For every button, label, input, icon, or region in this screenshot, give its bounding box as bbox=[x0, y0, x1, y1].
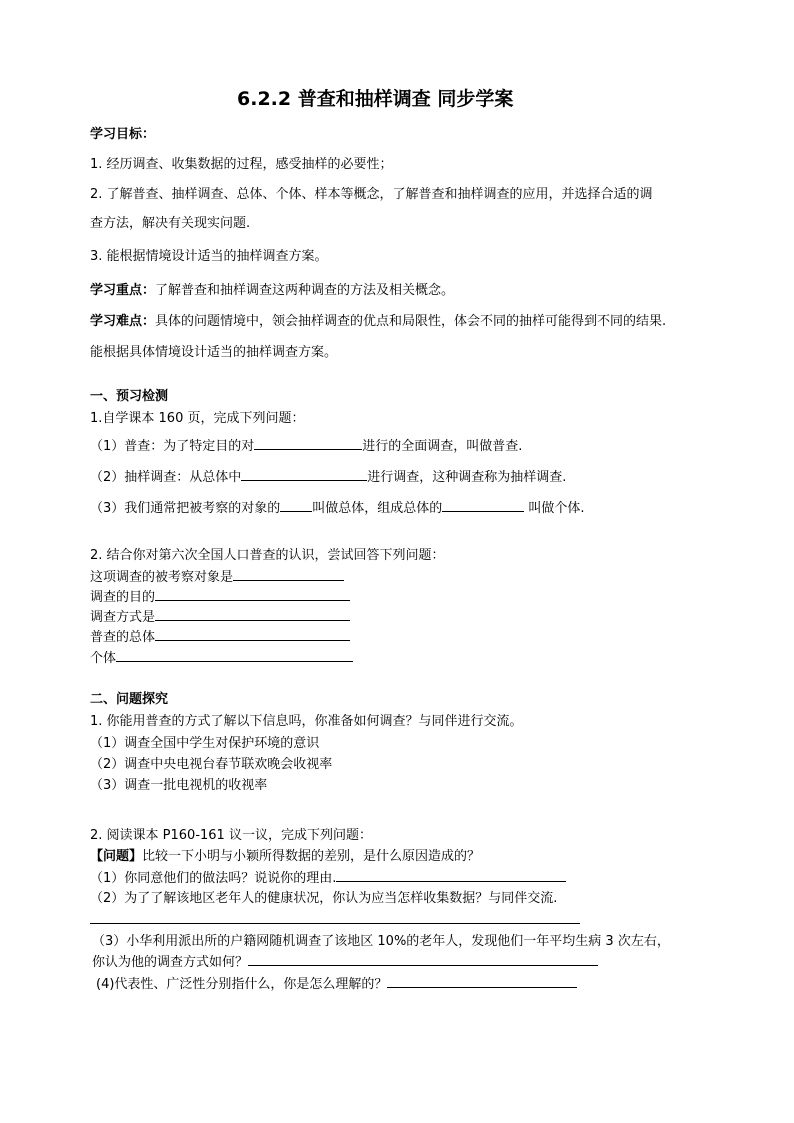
key-point-label: 学习重点： bbox=[90, 283, 156, 298]
section1-heading: 一、预习检测 bbox=[90, 389, 169, 404]
blank-field[interactable] bbox=[233, 568, 344, 581]
s2-p3b bbox=[92, 953, 598, 972]
s1-q1a-post: 进行的全面调查，叫做普查. bbox=[362, 439, 523, 454]
q2-line-3 bbox=[90, 608, 350, 627]
blank-field[interactable] bbox=[423, 953, 598, 966]
page-title: 6.2.2 普查和抽样调查 同步学案 bbox=[237, 88, 514, 110]
objective-2: 2. 了解普查、抽样调查、总体、个体、样本等概念，了解普查和抽样调查的应用，并选择合适的调 bbox=[90, 187, 653, 202]
s1-q1c-post: 叫做个体. bbox=[524, 501, 585, 516]
objective-2-cont: 查方法，解决有关现实问题. bbox=[90, 216, 251, 231]
key-point-text: 了解普查和抽样调查这两种调查的方法及相关概念。 bbox=[155, 283, 455, 298]
problem bbox=[90, 848, 480, 866]
problem-label: 【问题】 bbox=[90, 849, 143, 864]
s1-q1b-post: 进行调查，这种调查称为抽样调查. bbox=[367, 470, 567, 485]
q2-line-label: 调查的目的 bbox=[90, 590, 156, 605]
blank-field[interactable] bbox=[387, 975, 577, 988]
s2-p2: （2）为了了解该地区老年人的健康状况，你认为应当怎样收集数据？与同伴交流. bbox=[90, 891, 558, 906]
q2-line-label: 普查的总体 bbox=[90, 630, 156, 645]
blank-field[interactable] bbox=[155, 588, 350, 601]
difficulty-text-2: 能根据具体情境设计适当的抽样调查方案。 bbox=[90, 345, 338, 360]
s1-q1b-pre: （2）抽样调查：从总体中 bbox=[90, 470, 242, 485]
blank-field[interactable] bbox=[241, 468, 367, 481]
blank-field[interactable] bbox=[116, 649, 353, 662]
blank-field[interactable] bbox=[280, 499, 312, 512]
s2-q1-item-2: （2）调查中央电视台春节联欢晚会收视率 bbox=[90, 757, 333, 772]
s2-q1: 1. 你能用普查的方式了解以下信息吗，你准备如何调查？与同伴进行交流。 bbox=[90, 714, 523, 729]
s2-p1 bbox=[90, 869, 566, 888]
blank-field[interactable] bbox=[155, 608, 350, 621]
s2-p4-text: (4)代表性、广泛性分别指什么，你是怎么理解的？ bbox=[96, 977, 388, 992]
q2-line-4 bbox=[90, 628, 350, 647]
q2-line-5 bbox=[90, 649, 353, 668]
difficulty-text: 具体的问题情境中，领会抽样调查的优点和局限性，体会不同的抽样可能得到不同的结果. bbox=[155, 314, 667, 329]
difficulty-label: 学习难点： bbox=[90, 314, 156, 329]
s2-p4 bbox=[96, 975, 577, 994]
s1-q1a bbox=[90, 437, 522, 456]
q2-line-1 bbox=[90, 568, 344, 587]
s1-q2: 2. 结合你对第六次全国人口普查的认识，尝试回答下列问题： bbox=[90, 548, 445, 563]
objective-1: 1. 经历调查、收集数据的过程，感受抽样的必要性； bbox=[90, 157, 393, 172]
objective-3: 3. 能根据情境设计适当的抽样调查方案。 bbox=[90, 249, 328, 264]
q2-line-label: 调查方式是 bbox=[90, 610, 156, 625]
s2-p1-text: （1）你同意他们的做法吗？说说你的理由. bbox=[90, 871, 337, 886]
blank-field[interactable] bbox=[442, 499, 524, 512]
q2-line-label: 这项调查的被考察对象是 bbox=[90, 570, 234, 585]
s2-q2: 2. 阅读课本 P160-161 议一议，完成下列问题： bbox=[90, 828, 372, 843]
q2-line-2 bbox=[90, 588, 350, 607]
s1-q1b bbox=[90, 468, 566, 487]
key-point bbox=[90, 282, 454, 300]
s1-q1c-mid: 叫做总体，组成总体的 bbox=[312, 501, 443, 516]
difficulty bbox=[90, 313, 666, 331]
s2-q1-item-1: （1）调查全国中学生对保护环境的意识 bbox=[90, 736, 320, 751]
s1-q1c-pre: （3）我们通常把被考察的对象的 bbox=[90, 501, 281, 516]
s2-p3b-text: 你认为他的调查方式如何？ bbox=[92, 955, 249, 970]
q2-line-label: 个体 bbox=[90, 651, 117, 666]
s1-q1: 1.自学课本 160 页，完成下列问题： bbox=[90, 411, 305, 426]
blank-field[interactable] bbox=[254, 437, 362, 450]
s2-p3: （3）小华利用派出所的户籍网随机调查了该地区 10%的老年人，发现他们一年平均生病 3 次左右， bbox=[92, 934, 670, 949]
problem-text: 比较一下小明与小颖所得数据的差别，是什么原因造成的？ bbox=[142, 849, 481, 864]
s1-q1a-pre: （1）普查：为了特定目的对 bbox=[90, 439, 255, 454]
blank-field[interactable] bbox=[155, 628, 350, 641]
section2-heading: 二、问题探究 bbox=[90, 692, 169, 707]
s1-q1c bbox=[90, 499, 585, 518]
s2-q1-item-3: （3）调查一批电视机的收视率 bbox=[90, 778, 268, 793]
answer-line[interactable] bbox=[90, 923, 580, 924]
objectives-label: 学习目标： bbox=[90, 127, 156, 142]
blank-field[interactable] bbox=[248, 953, 423, 966]
blank-field[interactable] bbox=[336, 869, 566, 882]
